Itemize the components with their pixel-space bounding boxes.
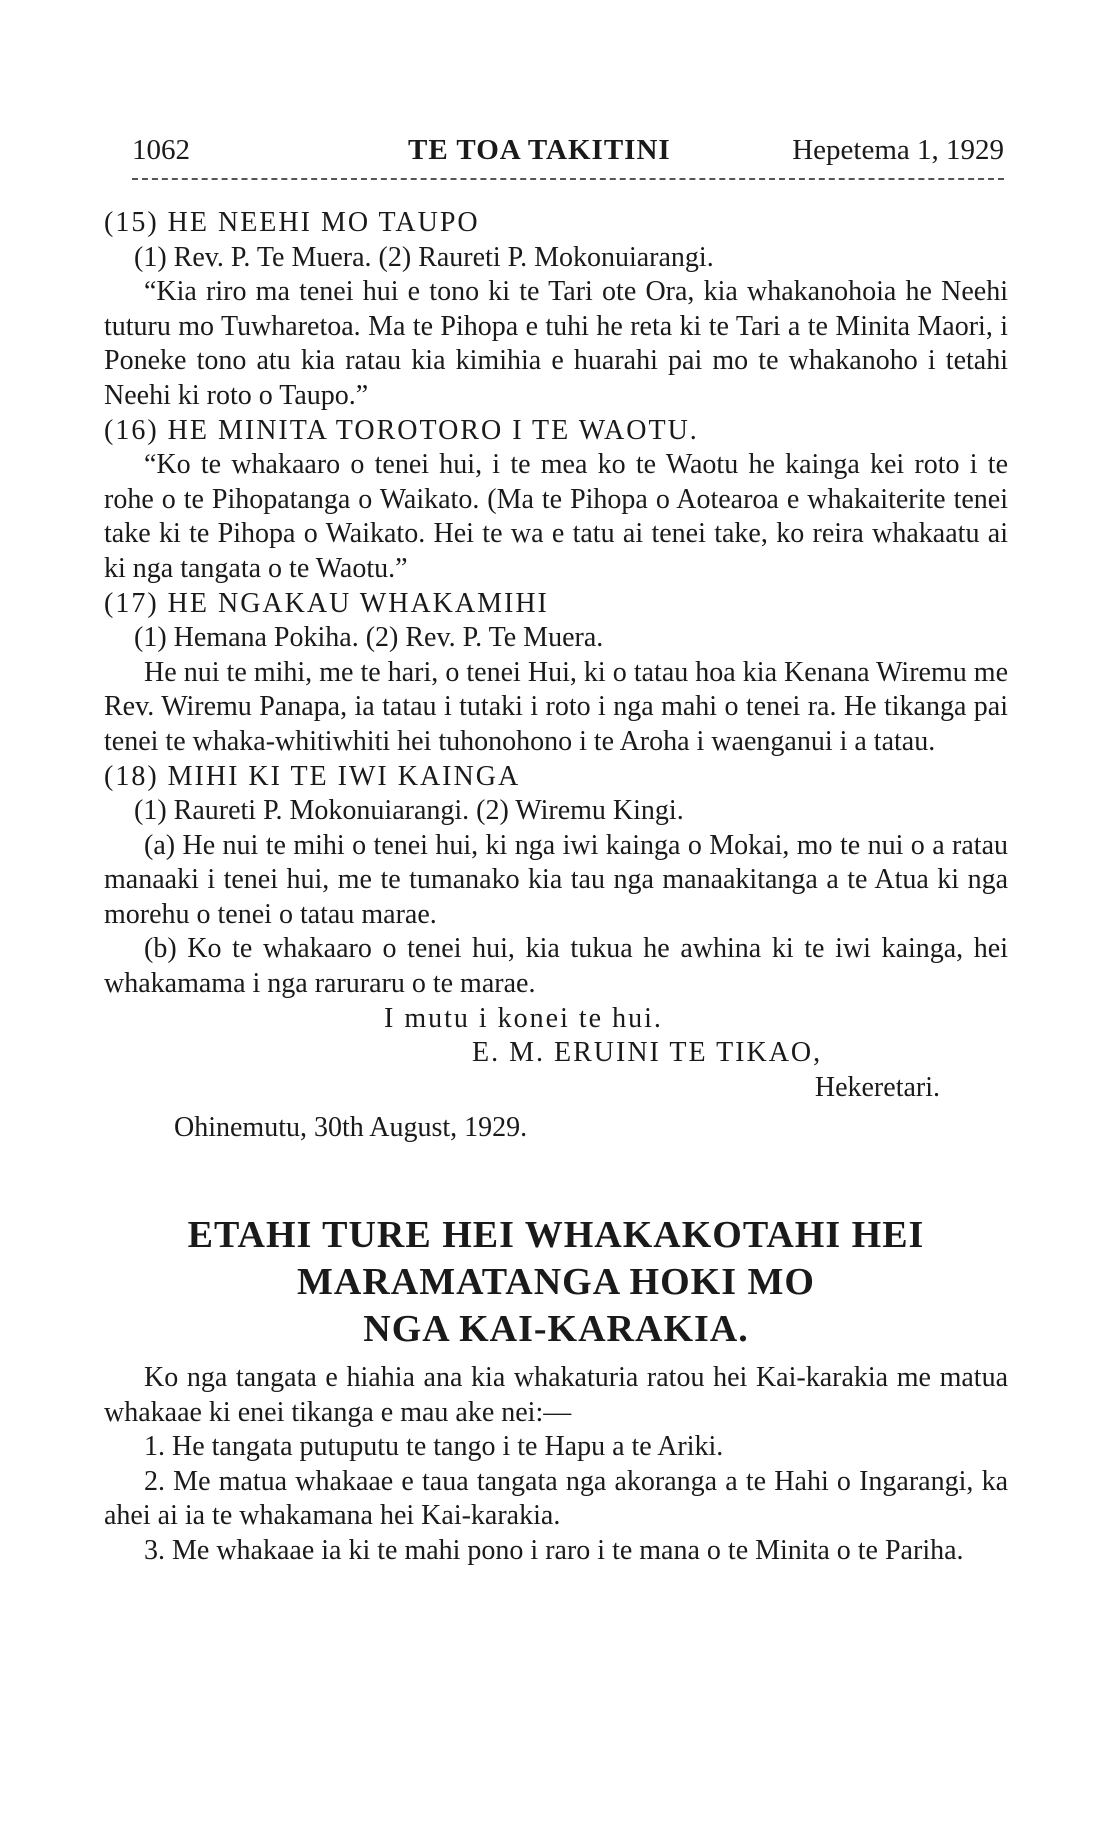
section-text: He nui te mihi, me te hari, o tenei Hui, ki o tatau hoa kia Kenana Wiremu me Rev. Wiremu Panapa, ia tatau i tutaki i roto i nga mahi o tenei ra. He tikanga pai tenei te whaka-whitiwhiti hei tuhonohono i te Aroha i waenganui i a tatau. xyxy=(104,656,1008,757)
header-rule xyxy=(132,178,1004,180)
section-movers: (1) Rev. P. Te Muera. (2) Raureti P. Mokonuiarangi. xyxy=(134,241,714,273)
issue-date: Hepetema 1, 1929 xyxy=(792,134,1004,166)
rule-item: 2. Me matua whakaae e taua tangata nga akoranga a te Hahi o Ingarangi, ka ahei ai ia te whakamana hei Kai-karakia. xyxy=(104,1465,1008,1532)
article-title-line-2: MARAMATANGA HOKI MO xyxy=(297,1261,815,1304)
section-movers: (1) Raureti P. Mokonuiarangi. (2) Wiremu Kingi. xyxy=(134,795,684,827)
section-15 xyxy=(104,206,1008,414)
article-intro: Ko nga tangata e hiahia ana kia whakaturia ratou hei Kai-karakia me matua whakaae ki enei tikanga e mau ake nei:— xyxy=(104,1362,1008,1428)
section-heading: (17) HE NGAKAU WHAKAMIHI xyxy=(104,587,549,619)
section-text-b: (b) Ko te whakaaro o tenei hui, kia tukua he awhina ki te iwi kainga, hei whakamama i nga raruraru o te marae. xyxy=(104,933,1008,1000)
section-text: “Ko te whakaaro o tenei hui, i te mea ko te Waotu he kainga kei roto i te rohe o te Pihopatanga o Waikato. (Ma te Pihopa o Aotearoa e whakaiterite tenei take ki te Pihopa o Waikato. Hei te wa e tatu ai tenei take, ko reira whakaatu ai ki nga tangata o te Waotu.” xyxy=(104,449,1008,584)
document-body xyxy=(104,206,1008,1569)
rule-item: 1. He tangata putuputu te tango i te Hapu a te Ariki. xyxy=(144,1431,724,1463)
section-heading: (16) HE MINITA TOROTORO I TE WAOTU. xyxy=(104,414,699,446)
rule-item: 3. Me whakaae ia ki te mahi pono i raro i te mana o te Minita o te Pariha. xyxy=(144,1535,964,1566)
place-date: Ohinemutu, 30th August, 1929. xyxy=(174,1112,528,1144)
page-number: 1062 xyxy=(132,134,190,166)
publication-title: TE TOA TAKITINI xyxy=(408,134,671,166)
article-block xyxy=(104,1212,1008,1569)
signatory-role: Hekeretari. xyxy=(814,1071,940,1103)
closing-line: I mutu i konei te hui. xyxy=(384,1002,663,1034)
page-header xyxy=(132,130,1004,170)
section-text-a: (a) He nui te mihi o tenei hui, ki nga iwi kainga o Mokai, mo te nui o a ratau manaaki i tenei hui, me te tumanako kia tau nga manaakitanga a te Atua ki nga morehu o tenei o tatau marae. xyxy=(104,829,1008,930)
article-title-line-1: ETAHI TURE HEI WHAKAKOTAHI HEI xyxy=(187,1214,925,1257)
section-movers: (1) Hemana Pokiha. (2) Rev. P. Te Muera. xyxy=(134,622,604,654)
section-16 xyxy=(104,414,1008,587)
article-title-line-3: NGA KAI-KARAKIA. xyxy=(363,1308,749,1351)
signatory-name: E. M. ERUINI TE TIKAO, xyxy=(472,1037,823,1069)
section-text: “Kia riro ma tenei hui e tono ki te Tari ote Ora, kia whakanohoia he Neehi tuturu mo Tuwharetoa. Ma te Pihopa e tuhi he reta ki te Tari a te Minita Maori, i Poneke tono atu kia ratau kia kimihia e huarahi pai mo te whakanoho i tetahi Neehi ki roto o Taupo.” xyxy=(104,276,1008,411)
section-heading: (18) MIHI KI TE IWI KAINGA xyxy=(104,760,521,792)
section-17 xyxy=(104,587,1008,760)
spacer xyxy=(104,1146,1008,1212)
section-18 xyxy=(104,760,1008,1002)
closing-block xyxy=(104,1002,1008,1146)
section-heading: (15) HE NEEHI MO TAUPO xyxy=(104,207,480,238)
